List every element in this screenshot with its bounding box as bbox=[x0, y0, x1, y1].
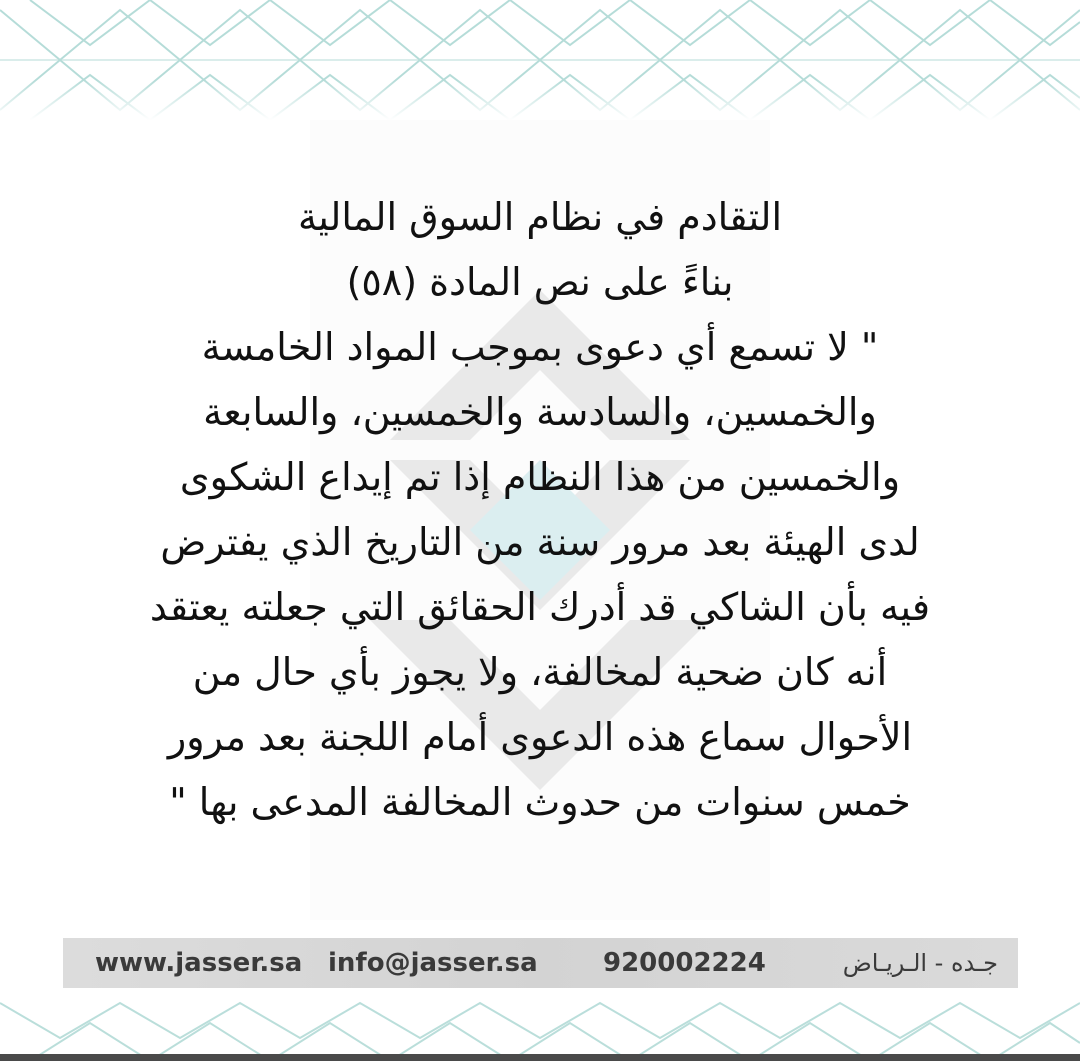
cities-label: جـده - الـريـاض bbox=[842, 949, 998, 977]
subtitle-line: بناءً على نص المادة (٥٨) bbox=[346, 260, 734, 304]
email-link[interactable]: info@jasser.sa bbox=[328, 948, 538, 978]
article-text bbox=[60, 185, 1020, 835]
contact-bar bbox=[63, 938, 1018, 988]
title-line: التقادم في نظام السوق المالية bbox=[297, 195, 783, 239]
text-line: لدى الهيئة بعد مرور سنة من التاريخ الذي يفترض bbox=[160, 520, 920, 564]
bottom-edge bbox=[0, 1054, 1080, 1061]
text-line: " لا تسمع أي دعوى بموجب المواد الخامسة bbox=[201, 325, 879, 369]
phone-number[interactable]: 920002224 bbox=[603, 948, 766, 978]
text-line: والخمسين من هذا النظام إذا تم إيداع الشكوى bbox=[179, 455, 901, 499]
decorative-pattern-top bbox=[0, 0, 1080, 120]
text-line: الأحوال سماع هذه الدعوى أمام اللجنة بعد مرور bbox=[167, 715, 913, 759]
text-line: فيه بأن الشاكي قد أدرك الحقائق التي جعلته يعتقد bbox=[149, 585, 931, 629]
decorative-pattern-bottom bbox=[0, 988, 1080, 1061]
text-line: أنه كان ضحية لمخالفة، ولا يجوز بأي حال من bbox=[192, 650, 888, 694]
text-line: والخمسين، والسادسة والخمسين، والسابعة bbox=[203, 390, 877, 434]
text-line: خمس سنوات من حدوث المخالفة المدعى بها " bbox=[169, 780, 911, 824]
website-link[interactable]: www.jasser.sa bbox=[95, 948, 303, 978]
